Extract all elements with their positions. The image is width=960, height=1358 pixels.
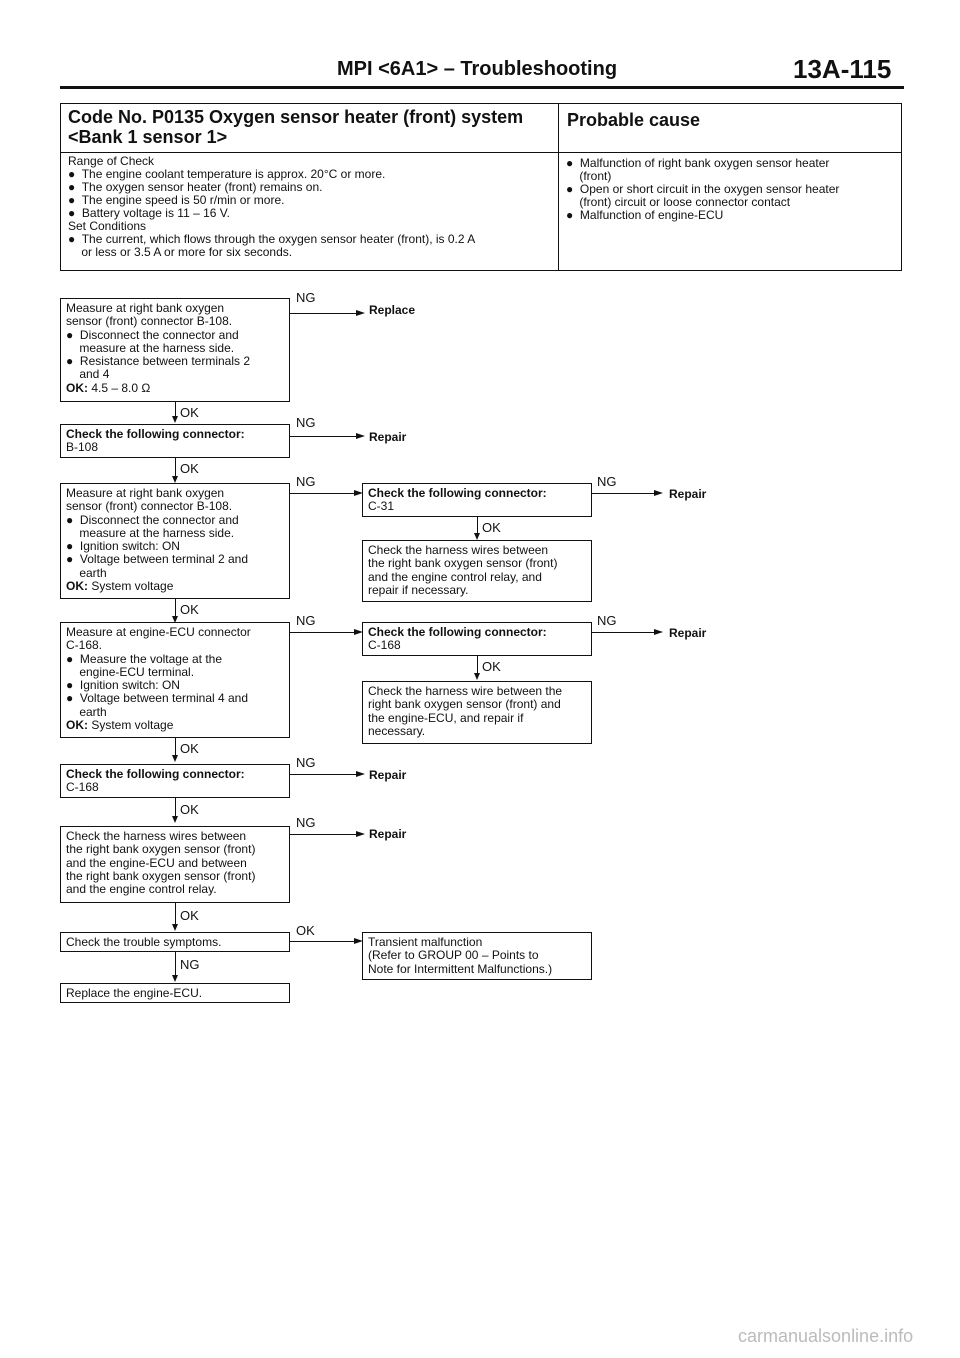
step-check-connector-b108: Check the following connector: B-108 <box>60 424 290 458</box>
code-table-divider <box>60 152 902 153</box>
result-repair: Repair <box>669 487 707 501</box>
ok-label: OK <box>180 602 199 617</box>
ok-label: OK <box>482 659 501 674</box>
ng-label: NG <box>597 613 617 628</box>
ok-label: OK <box>482 520 501 535</box>
side-check-connector-c168: Check the following connector: C-168 <box>362 622 592 656</box>
code-title: Code No. P0135 Oxygen sensor heater (front) system <Bank 1 sensor 1> <box>68 107 524 147</box>
step-measure-voltage-b108: Measure at right bank oxygen sensor (front) connector B-108. ● Disconnect the connector and measure at the harness side. ● Ignition switch: ON ● Voltage between terminal 2 and earth OK: System voltage <box>60 483 290 599</box>
page-number: 13A-115 <box>793 54 892 84</box>
step-check-connector-c168: Check the following connector: C-168 <box>60 764 290 798</box>
ng-label: NG <box>296 290 316 305</box>
ok-label: OK <box>180 741 199 756</box>
ok-label: OK <box>180 908 199 923</box>
probable-cause-title: Probable cause <box>567 110 701 130</box>
ng-label: NG <box>597 474 617 489</box>
ng-label: NG <box>296 415 316 430</box>
header-rule <box>60 86 904 89</box>
result-repair: Repair <box>669 626 707 640</box>
code-table-divider <box>558 103 559 271</box>
side-check-harness-relay: Check the harness wires between the right bank oxygen sensor (front) and the engine control relay, and repair if necessary. <box>362 540 592 602</box>
side-check-harness-ecu: Check the harness wire between the right bank oxygen sensor (front) and the engine-ECU, and repair if necessary. <box>362 681 592 744</box>
probable-cause-list: ● Malfunction of right bank oxygen sensor heater (front) ● Open or short circuit in the oxygen sensor heater (front) circuit or loose connector contact ● Malfunction of engine-ECU <box>566 156 840 222</box>
step-replace-ecu: Replace the engine-ECU. <box>60 983 290 1003</box>
ng-label: NG <box>296 613 316 628</box>
step-measure-ecu-c168: Measure at engine-ECU connector C-168. ● Measure the voltage at the engine-ECU terminal. ● Ignition switch: ON ● Voltage between terminal 4 and earth OK: System voltage <box>60 622 290 738</box>
side-check-connector-c31: Check the following connector: C-31 <box>362 483 592 517</box>
ng-label: NG <box>296 815 316 830</box>
page-title: MPI <6A1> – Troubleshooting <box>337 58 618 80</box>
ng-label: NG <box>296 755 316 770</box>
ok-label: OK <box>180 461 199 476</box>
result-repair: Repair <box>369 768 407 782</box>
result-repair: Repair <box>369 827 407 841</box>
watermark: carmanualsonline.info <box>738 1326 914 1346</box>
ok-label: OK <box>296 923 315 938</box>
ok-label: OK <box>180 802 199 817</box>
ok-label: OK <box>180 405 199 420</box>
step-check-harness-wires: Check the harness wires between the right bank oxygen sensor (front) and the engine-ECU and between the right bank oxygen sensor (front) and the engine control relay. <box>60 826 290 903</box>
ng-label: NG <box>180 957 200 972</box>
range-of-check: Range of Check ● The engine coolant temperature is approx. 20°C or more. ● The oxygen sensor heater (front) remains on. ● The engine speed is 50 r/min or more. ● Battery voltage is 11 – 16 V. Set Conditions ● The current, which flows through the oxygen sensor heater (front), is 0.2 A or less or 3.5 A or more for six seconds. <box>68 154 476 259</box>
result-transient-malfunction: Transient malfunction (Refer to GROUP 00 – Points to Note for Intermittent Malfunctions.) <box>362 932 592 980</box>
step-check-trouble-symptoms: Check the trouble symptoms. <box>60 932 290 952</box>
ng-label: NG <box>296 474 316 489</box>
step-measure-resistance: Measure at right bank oxygen sensor (front) connector B-108. ● Disconnect the connector and measure at the harness side. ● Resistance between terminals 2 and 4 OK: 4.5 – 8.0 Ω <box>60 298 290 402</box>
result-replace: Replace <box>369 303 416 317</box>
result-repair: Repair <box>369 430 407 444</box>
